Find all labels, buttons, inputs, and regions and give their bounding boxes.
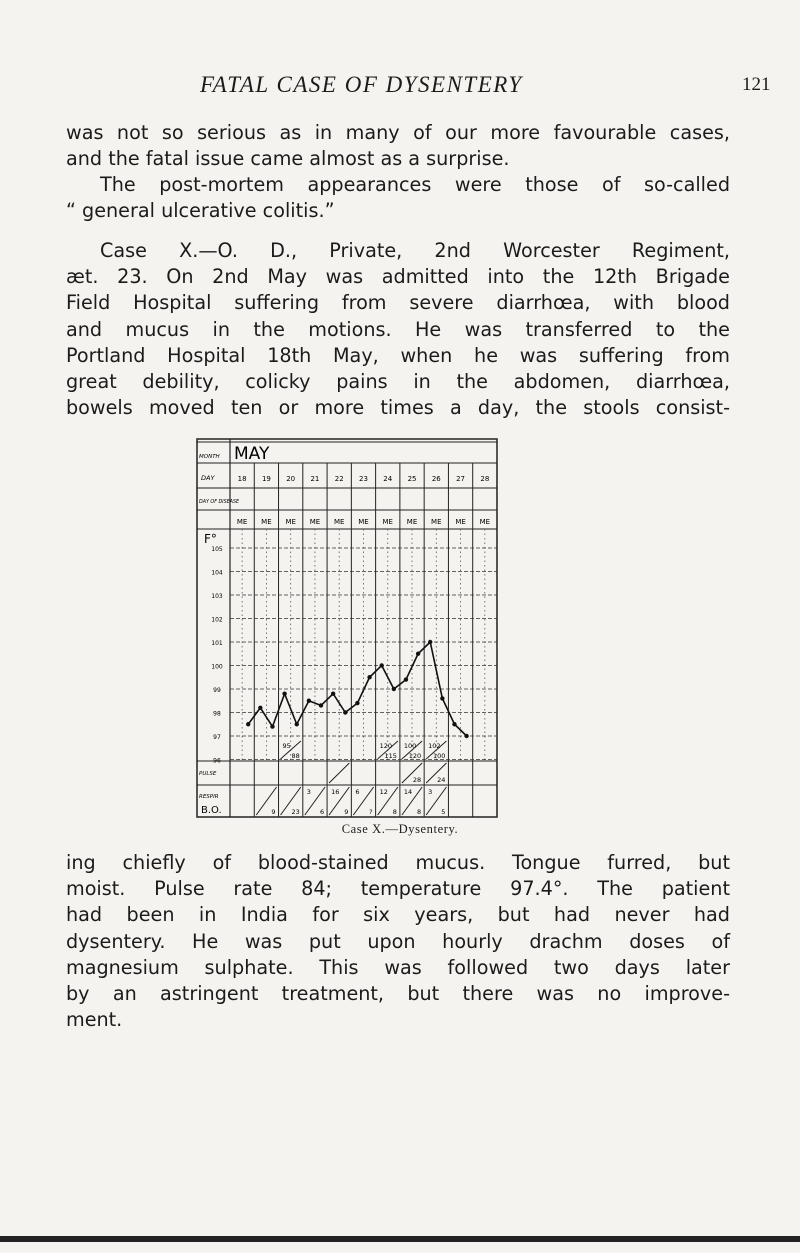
temperature-point [295,722,299,726]
temperature-point [404,677,408,681]
temperature-point [331,692,335,696]
running-title: FATAL CASE OF DYSENTERY [200,72,523,97]
me-label: ME [309,518,321,526]
pulse-bottom-value: 115 [384,752,397,760]
page-number: 121 [742,74,771,95]
pulse-label: PULSE [199,771,217,777]
bowels-bottom-value: 8 [392,808,397,816]
unit-label: F° [204,532,217,546]
temperature-point [270,724,274,728]
text-line: was not so serious as in many of our more favourable cases, [66,121,730,144]
me-label: ME [333,518,345,526]
text-line: by an astringent treatment, but there was no improve- [66,982,730,1006]
bowels-bottom-value: 5 [441,808,446,816]
temp-scale-label: 96 [213,757,221,765]
bowels-bottom-value: 6 [319,808,325,816]
text-line: ment. [66,1008,123,1032]
month-label: MONTH [199,454,220,460]
temperature-point [307,699,311,703]
pulse-top-value: 95 [282,742,291,750]
text-line: Case X.—O. D., Private, 2nd Worcester Regiment, [100,239,730,262]
text-line: bowels moved ten or more times a day, the stools consist- [66,396,730,420]
text-line: moist. Pulse rate 84; temperature 97.4°. The patient [66,877,730,901]
text-line: Portland Hospital 18th May, when he was suffering from [66,343,730,367]
day-number: 21 [310,475,320,483]
me-label: ME [358,518,369,526]
me-label: ME [406,518,418,526]
me-label: ME [382,518,393,526]
temp-scale-label: 97 [213,734,221,741]
bowels-bottom-value: 9 [271,808,276,816]
bowels-bottom-value: ? [369,808,373,816]
temperature-point [452,722,456,726]
day-label: DAY [201,474,215,482]
me-label: ME [431,518,442,526]
day-number: 24 [383,475,393,483]
respiration-split-line [329,763,349,783]
day-number: 22 [334,475,344,483]
respiration-bottom-value: 28 [412,776,422,784]
pulse-bottom-value: 88 [291,752,300,760]
day-number: 23 [359,475,368,483]
temperature-point [246,722,250,726]
day-number: 19 [261,475,271,483]
text-line: dysentery. He was put upon hourly drachm doses of [66,929,730,953]
temperature-point [464,734,468,738]
day-number: 25 [407,475,417,483]
text-line: The post-mortem appearances were those of so-called [100,173,730,196]
pulse-top-value: 100 [403,742,417,750]
temperature-point [428,640,432,644]
me-label: ME [236,518,248,526]
figure-caption: Case X.—Dysentery. [341,822,459,836]
temp-scale-label: 99 [213,687,221,694]
temp-scale-label: 98 [213,710,221,718]
text-line: had been in India for six years, but had never had [66,903,730,927]
paragraph-4 [66,850,730,1033]
me-label: ME [285,518,296,526]
text-line: great debility, colicky pains in the abdomen, diarrhœa, [66,370,730,394]
bowels-top-value: 6 [355,788,360,796]
day-of-disease-label: DAY OF DISEASE [199,500,240,505]
bowels-bottom-value: 9 [344,808,349,816]
bowels-top-value: 14 [403,788,413,796]
text-line: æt. 23. On 2nd May was admitted into the 12th Brigade [66,265,730,289]
text-line: and mucus in the motions. He was transferred to the [66,317,730,341]
temperature-point [319,703,323,707]
day-number: 28 [480,475,490,483]
temperature-point [343,710,347,714]
bowels-label: B.O. [201,805,222,816]
day-number: 18 [237,475,247,483]
me-label: ME [479,518,491,526]
bowels-top-value: 3 [428,788,433,796]
text-line: ing chiefly of blood-stained mucus. Tongue furred, but [66,851,730,874]
temp-scale-label: 100 [211,663,223,671]
temperature-point [282,692,286,696]
pulse-top-value: 120 [379,742,393,750]
me-label: ME [261,518,272,526]
temperature-point [258,706,262,710]
temp-scale-label: 104 [211,569,223,577]
temp-scale-label: 102 [211,616,223,624]
bowels-top-value: 16 [331,788,340,796]
day-number: 20 [286,475,296,483]
me-label: ME [455,518,466,526]
text-line: “ general ulcerative colitis.” [66,199,335,223]
text-line: magnesium sulphate. This was followed two days later [66,955,730,979]
text-line: Field Hospital suffering from severe diarrhœa, with blood [66,291,730,315]
day-number: 27 [456,475,466,483]
bowels-bottom-value: 23 [291,808,300,816]
temperature-point [367,675,371,679]
temp-scale-label: 101 [211,640,223,647]
text-line: and the fatal issue came almost as a surprise. [66,147,510,171]
pulse-top-value: 102 [428,742,441,750]
bowels-top-value: 3 [306,788,311,796]
temp-scale-label: 105 [211,546,223,553]
temperature-point [440,696,444,700]
pulse-bottom-value: 120 [408,752,422,760]
temperature-point [355,701,359,705]
bowels-top-value: 12 [379,788,388,796]
bowels-bottom-value: 8 [417,808,422,816]
page-bottom-edge [0,1236,800,1242]
month-value: MAY [234,444,270,464]
pulse-bottom-value: 100 [433,752,446,760]
temperature-point [379,663,383,667]
respiration-bottom-value: 24 [437,776,446,784]
temperature-point [416,652,420,656]
day-number: 26 [431,475,441,483]
temperature-point [392,687,396,691]
temp-scale-label: 103 [211,593,223,600]
respiration-label: RESPIR [199,794,219,800]
